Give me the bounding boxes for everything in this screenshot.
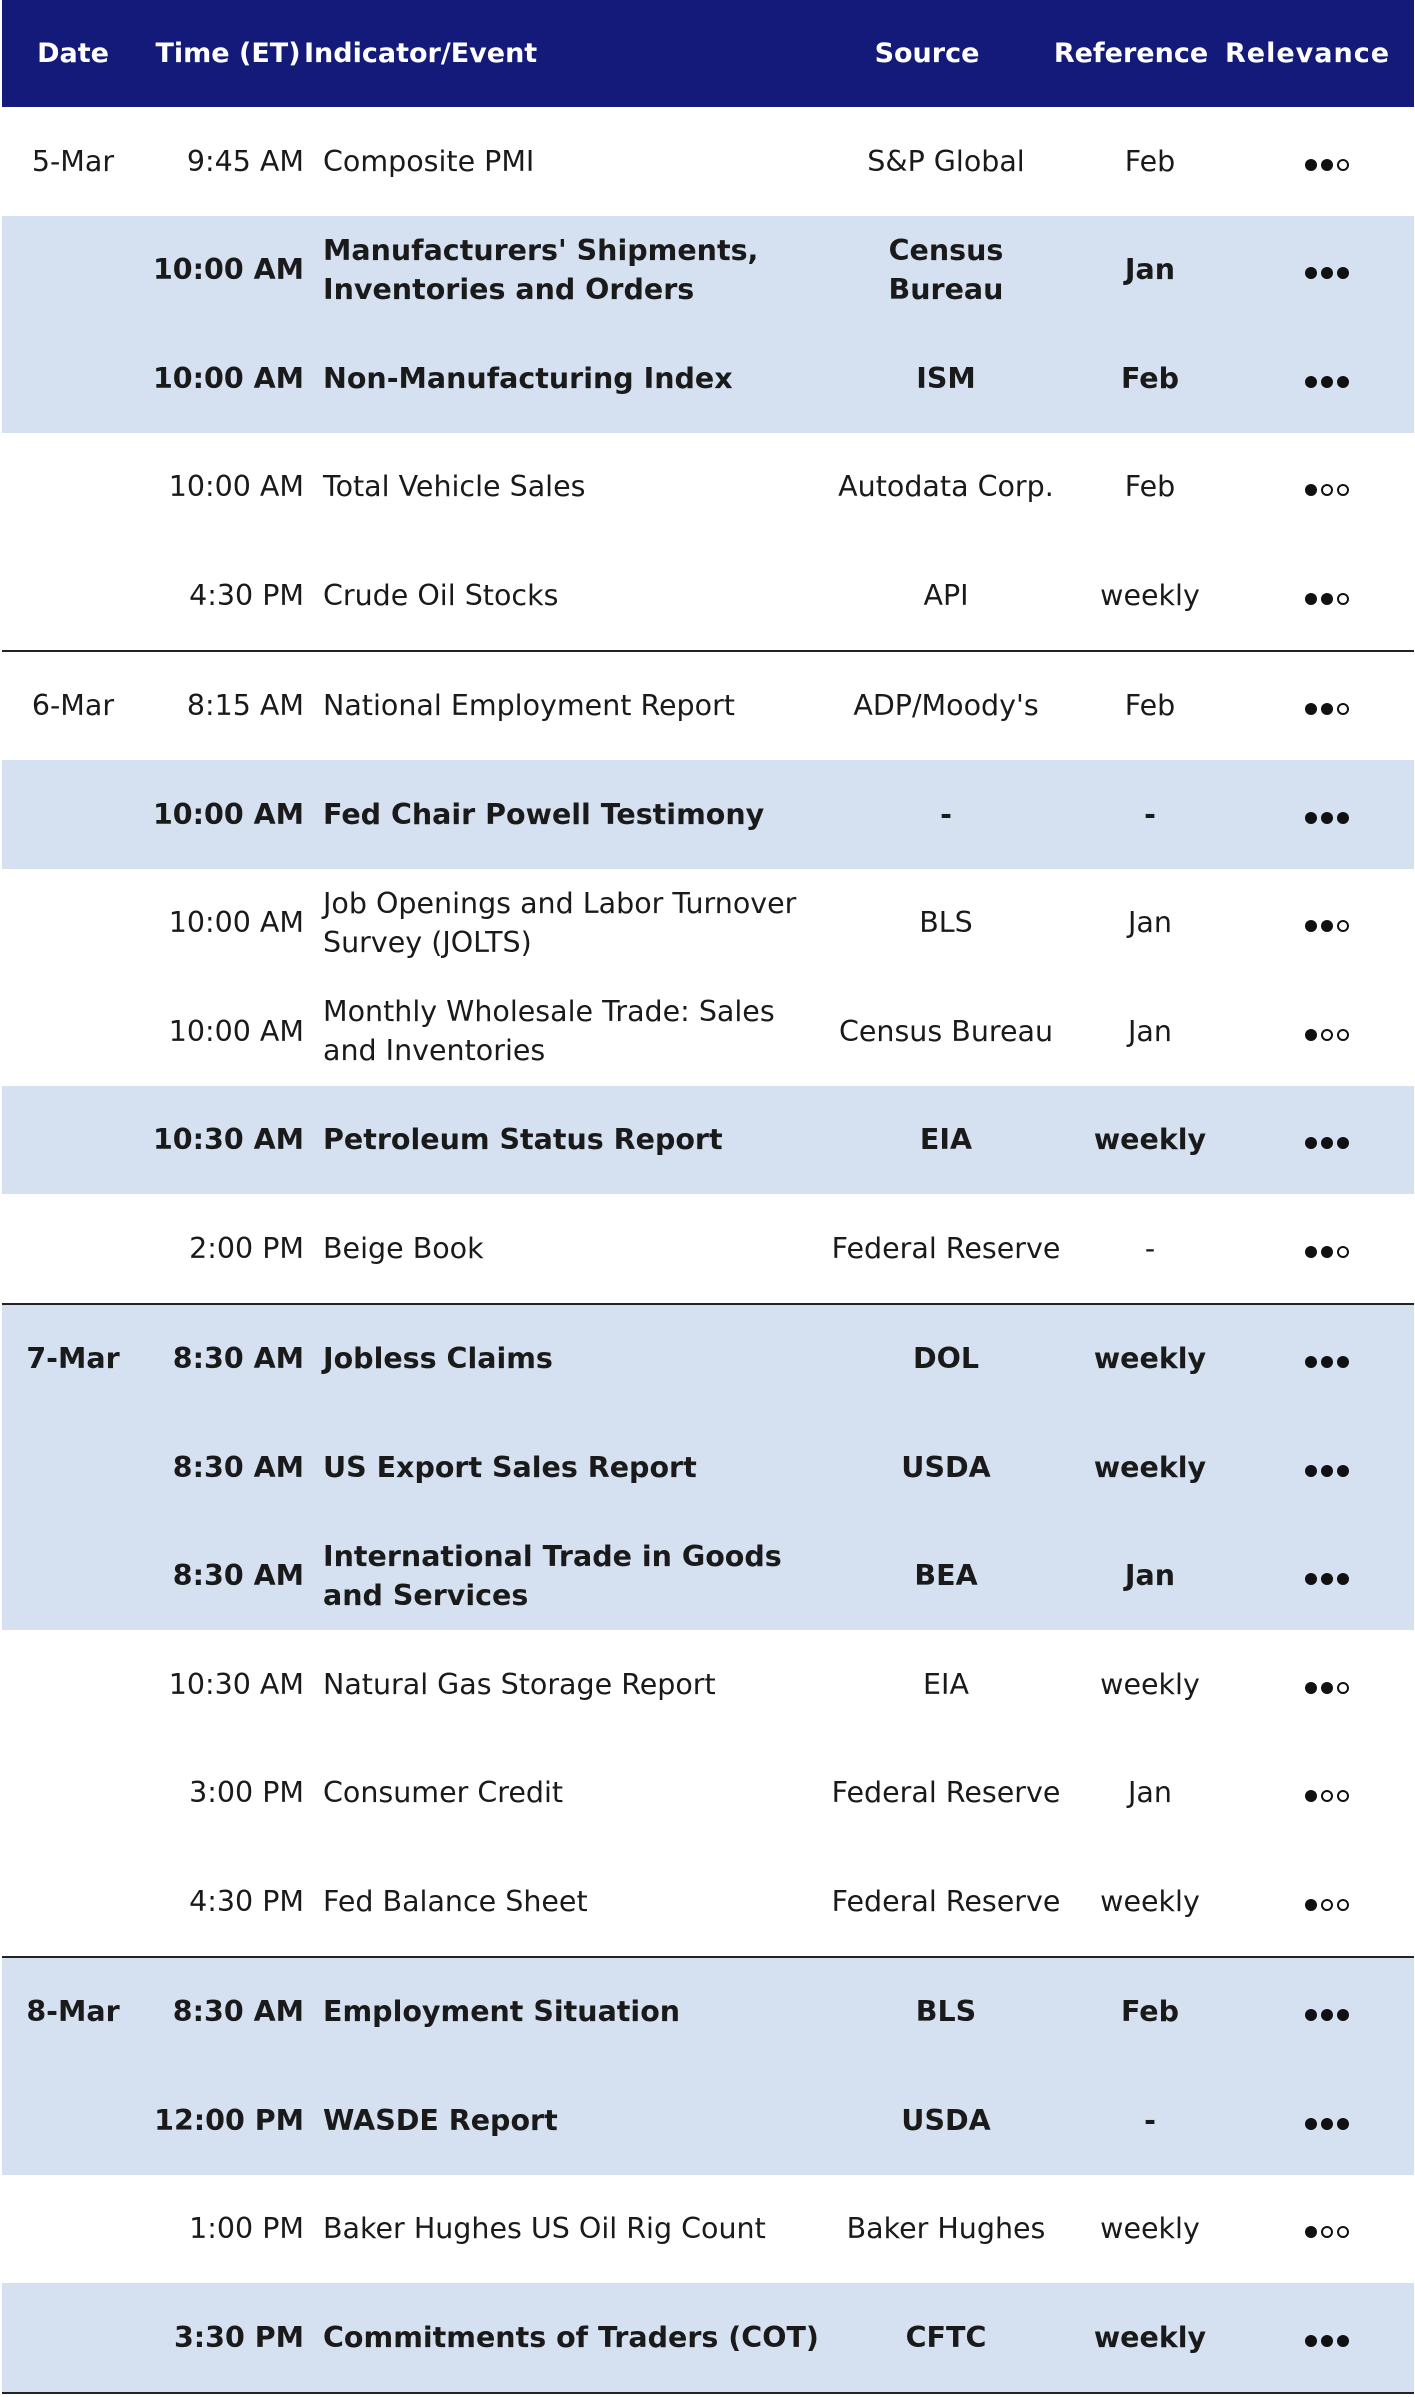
source-cell: EIA [919, 1123, 973, 1157]
filled-dot-icon [1305, 1573, 1317, 1585]
event-cell: WASDE Report [323, 2103, 558, 2137]
time-cell: 8:30 AM [172, 1342, 304, 1376]
relevance-dots [1305, 593, 1349, 605]
reference-cell: weekly [1100, 1884, 1200, 1918]
reference-cell: weekly [1093, 1123, 1207, 1157]
source-cell: Census Bureau [838, 1014, 1054, 1048]
relevance-dots [1305, 1029, 1349, 1041]
relevance-dots [1305, 2226, 1349, 2238]
time-cell: 4:30 PM [189, 578, 304, 612]
table-row [2, 541, 1414, 650]
source-cell: Census Bureau [888, 233, 1004, 306]
event-cell: Fed Chair Powell Testimony [323, 797, 765, 831]
relevance-cell [1239, 1776, 1414, 1809]
time-cell: 3:00 PM [189, 1776, 304, 1810]
filled-dot-icon [1305, 1246, 1317, 1258]
source-cell: ADP/Moody's [853, 689, 1039, 723]
relevance-dots [1305, 1246, 1349, 1258]
event-cell: Composite PMI [323, 144, 535, 178]
event-cell: Crude Oil Stocks [323, 578, 559, 612]
source-cell: ISM [916, 361, 976, 395]
reference-cell: weekly [1093, 1450, 1207, 1484]
source-cell: BLS [915, 1995, 977, 2029]
empty-dot-icon [1337, 1246, 1349, 1258]
reference-cell: weekly [1100, 2212, 1200, 2246]
relevance-cell [1239, 798, 1414, 831]
relevance-dots [1305, 1465, 1349, 1477]
event-cell: Employment Situation [323, 1995, 681, 2029]
filled-dot-icon [1337, 267, 1349, 279]
event-cell: Job Openings and Labor Turnover Survey (JOLTS) [323, 886, 797, 959]
event-cell: Beige Book [323, 1231, 484, 1265]
reference-cell: weekly [1093, 1342, 1207, 1376]
event-cell: Non-Manufacturing Index [323, 361, 733, 395]
time-cell: 9:45 AM [186, 144, 304, 178]
time-cell: 10:00 AM [152, 361, 304, 395]
filled-dot-icon [1305, 1790, 1317, 1802]
relevance-dots [1305, 2009, 1349, 2021]
filled-dot-icon [1321, 703, 1333, 715]
reference-cell: weekly [1093, 2320, 1207, 2354]
filled-dot-icon [1305, 1465, 1317, 1477]
header-relevance: Relevance [1224, 38, 1391, 69]
empty-dot-icon [1337, 593, 1349, 605]
filled-dot-icon [1321, 1246, 1333, 1258]
table-row [2, 650, 1414, 761]
relevance-cell [1239, 1885, 1414, 1918]
filled-dot-icon [1305, 703, 1317, 715]
relevance-cell [1239, 1668, 1414, 1701]
table-row [2, 2066, 1414, 2175]
relevance-cell [1239, 253, 1414, 286]
relevance-dots [1305, 2335, 1349, 2347]
time-cell: 8:15 AM [186, 689, 304, 723]
relevance-dots [1305, 1790, 1349, 1802]
filled-dot-icon [1305, 159, 1317, 171]
time-cell: 12:00 PM [154, 2103, 304, 2137]
table-row [2, 977, 1414, 1086]
relevance-dots [1305, 1573, 1349, 1585]
relevance-dots [1305, 1356, 1349, 1368]
date-cell: 7-Mar [26, 1342, 120, 1376]
header-reference: Reference [1053, 38, 1209, 69]
relevance-cell [1239, 2104, 1414, 2137]
empty-dot-icon [1337, 1899, 1349, 1911]
empty-dot-icon [1337, 1790, 1349, 1802]
filled-dot-icon [1321, 920, 1333, 932]
time-cell: 10:30 AM [168, 1667, 304, 1701]
time-cell: 10:00 AM [152, 253, 304, 287]
relevance-cell [1239, 145, 1414, 178]
filled-dot-icon [1305, 593, 1317, 605]
filled-dot-icon [1305, 2226, 1317, 2238]
filled-dot-icon [1321, 1465, 1333, 1477]
empty-dot-icon [1321, 484, 1333, 496]
event-cell: Commitments of Traders (COT) [323, 2320, 819, 2354]
filled-dot-icon [1337, 2009, 1349, 2021]
reference-cell: - [1144, 2103, 1156, 2137]
filled-dot-icon [1305, 812, 1317, 824]
table-row [2, 1630, 1414, 1739]
filled-dot-icon [1337, 1356, 1349, 1368]
event-cell: Monthly Wholesale Trade: Sales and Inventories [323, 995, 775, 1068]
filled-dot-icon [1337, 1573, 1349, 1585]
reference-cell: Jan [1124, 1559, 1176, 1593]
source-cell: BLS [919, 906, 973, 940]
filled-dot-icon [1305, 1899, 1317, 1911]
table-row [2, 1739, 1414, 1848]
relevance-cell [1239, 906, 1414, 939]
source-cell: DOL [912, 1342, 980, 1376]
header-source: Source [874, 38, 980, 69]
source-cell: EIA [923, 1667, 969, 1701]
table-row [2, 1956, 1414, 2067]
economic-calendar-table [2, 0, 1414, 2394]
table-row [2, 1194, 1414, 1303]
relevance-dots [1305, 267, 1349, 279]
time-cell: 10:00 AM [168, 1014, 304, 1048]
empty-dot-icon [1321, 1790, 1333, 1802]
relevance-cell [1239, 689, 1414, 722]
table-header [2, 0, 1414, 107]
relevance-dots [1305, 159, 1349, 171]
empty-dot-icon [1337, 920, 1349, 932]
event-cell: Consumer Credit [323, 1776, 564, 1810]
reference-cell: Feb [1124, 689, 1176, 723]
date-cell: 6-Mar [31, 689, 115, 723]
source-cell: S&P Global [867, 144, 1025, 178]
empty-dot-icon [1337, 484, 1349, 496]
filled-dot-icon [1321, 2009, 1333, 2021]
event-cell: US Export Sales Report [323, 1450, 697, 1484]
table-row [2, 1847, 1414, 1956]
filled-dot-icon [1321, 1682, 1333, 1694]
filled-dot-icon [1305, 1137, 1317, 1149]
relevance-cell [1239, 362, 1414, 395]
relevance-cell [1239, 1015, 1414, 1048]
filled-dot-icon [1305, 267, 1317, 279]
source-cell: CFTC [905, 2320, 987, 2354]
time-cell: 10:00 AM [168, 470, 304, 504]
table-row [2, 107, 1414, 216]
filled-dot-icon [1321, 2118, 1333, 2130]
event-cell: Manufacturers' Shipments, Inventories and Orders [323, 233, 759, 306]
source-cell: BEA [914, 1559, 978, 1593]
filled-dot-icon [1305, 920, 1317, 932]
filled-dot-icon [1305, 1682, 1317, 1694]
filled-dot-icon [1305, 2009, 1317, 2021]
reference-cell: Jan [1128, 1014, 1172, 1048]
relevance-cell [1239, 1342, 1414, 1375]
time-cell: 3:30 PM [173, 2320, 304, 2354]
filled-dot-icon [1337, 2118, 1349, 2130]
time-cell: 10:00 AM [152, 797, 304, 831]
time-cell: 8:30 AM [172, 1995, 304, 2029]
header-date: Date [37, 38, 109, 69]
event-cell: Natural Gas Storage Report [323, 1667, 716, 1701]
event-cell: Jobless Claims [323, 1342, 553, 1376]
filled-dot-icon [1305, 484, 1317, 496]
reference-cell: - [1144, 1231, 1156, 1265]
filled-dot-icon [1321, 2335, 1333, 2347]
table-row [2, 2283, 1414, 2394]
relevance-cell [1239, 1123, 1414, 1156]
time-cell: 4:30 PM [189, 1884, 304, 1918]
empty-dot-icon [1337, 159, 1349, 171]
filled-dot-icon [1321, 267, 1333, 279]
reference-cell: Jan [1128, 1776, 1172, 1810]
reference-cell: weekly [1100, 578, 1200, 612]
empty-dot-icon [1321, 1029, 1333, 1041]
reference-cell: Feb [1120, 1995, 1180, 2029]
table-row [2, 433, 1414, 542]
filled-dot-icon [1305, 1029, 1317, 1041]
reference-cell: weekly [1100, 1667, 1200, 1701]
time-cell: 10:30 AM [152, 1123, 304, 1157]
relevance-cell [1239, 1232, 1414, 1265]
filled-dot-icon [1321, 1356, 1333, 1368]
source-cell: Autodata Corp. [838, 470, 1054, 504]
relevance-dots [1305, 812, 1349, 824]
relevance-dots [1305, 1899, 1349, 1911]
reference-cell: Feb [1124, 470, 1176, 504]
source-cell: Baker Hughes [846, 2212, 1046, 2246]
relevance-cell [1239, 1995, 1414, 2028]
event-cell: Total Vehicle Sales [323, 470, 586, 504]
relevance-cell [1239, 2321, 1414, 2354]
relevance-cell [1239, 470, 1414, 503]
table-row [2, 1303, 1414, 1414]
table-row [2, 2175, 1414, 2284]
filled-dot-icon [1321, 593, 1333, 605]
relevance-dots [1305, 1137, 1349, 1149]
filled-dot-icon [1337, 376, 1349, 388]
relevance-dots [1305, 1682, 1349, 1694]
source-cell: API [923, 578, 969, 612]
table-row [2, 1413, 1414, 1522]
filled-dot-icon [1305, 376, 1317, 388]
table-row [2, 869, 1414, 978]
table-row [2, 324, 1414, 433]
filled-dot-icon [1337, 2335, 1349, 2347]
filled-dot-icon [1305, 2118, 1317, 2130]
filled-dot-icon [1321, 1573, 1333, 1585]
event-cell: Petroleum Status Report [323, 1123, 723, 1157]
source-cell: Federal Reserve [831, 1776, 1061, 1810]
filled-dot-icon [1321, 1137, 1333, 1149]
relevance-cell [1239, 579, 1414, 612]
time-cell: 2:00 PM [189, 1231, 304, 1265]
reference-cell: Jan [1128, 906, 1172, 940]
event-cell: Baker Hughes US Oil Rig Count [323, 2212, 766, 2246]
table-row [2, 760, 1414, 869]
empty-dot-icon [1337, 1682, 1349, 1694]
filled-dot-icon [1321, 159, 1333, 171]
empty-dot-icon [1337, 703, 1349, 715]
table-row [2, 1086, 1414, 1195]
date-cell: 8-Mar [26, 1995, 120, 2029]
table-row [2, 1522, 1414, 1631]
table-body [2, 107, 1414, 2394]
header-time: Time (ET) [155, 38, 301, 69]
table-row [2, 216, 1414, 325]
filled-dot-icon [1305, 1356, 1317, 1368]
filled-dot-icon [1337, 1465, 1349, 1477]
header-event: Indicator/Event [304, 38, 538, 69]
relevance-dots [1305, 376, 1349, 388]
date-cell: 5-Mar [31, 144, 115, 178]
source-cell: USDA [901, 1450, 991, 1484]
source-cell: Federal Reserve [831, 1231, 1061, 1265]
event-cell: Fed Balance Sheet [323, 1884, 588, 1918]
reference-cell: Feb [1124, 144, 1176, 178]
relevance-dots [1305, 920, 1349, 932]
filled-dot-icon [1321, 376, 1333, 388]
source-cell: - [940, 797, 952, 831]
filled-dot-icon [1337, 1137, 1349, 1149]
empty-dot-icon [1321, 2226, 1333, 2238]
relevance-dots [1305, 484, 1349, 496]
empty-dot-icon [1337, 2226, 1349, 2238]
reference-cell: Feb [1120, 361, 1180, 395]
event-cell: International Trade in Goods and Services [323, 1539, 782, 1612]
reference-cell: Jan [1124, 253, 1176, 287]
time-cell: 8:30 AM [172, 1450, 304, 1484]
source-cell: Federal Reserve [831, 1884, 1061, 1918]
event-cell: National Employment Report [323, 689, 735, 723]
relevance-cell [1239, 1451, 1414, 1484]
empty-dot-icon [1321, 1899, 1333, 1911]
filled-dot-icon [1337, 812, 1349, 824]
time-cell: 8:30 AM [172, 1559, 304, 1593]
relevance-cell [1239, 1559, 1414, 1592]
relevance-dots [1305, 2118, 1349, 2130]
filled-dot-icon [1305, 2335, 1317, 2347]
time-cell: 1:00 PM [189, 2212, 304, 2246]
empty-dot-icon [1337, 1029, 1349, 1041]
relevance-dots [1305, 703, 1349, 715]
time-cell: 10:00 AM [168, 906, 304, 940]
relevance-cell [1239, 2212, 1414, 2245]
source-cell: USDA [901, 2103, 991, 2137]
filled-dot-icon [1321, 812, 1333, 824]
reference-cell: - [1144, 797, 1156, 831]
